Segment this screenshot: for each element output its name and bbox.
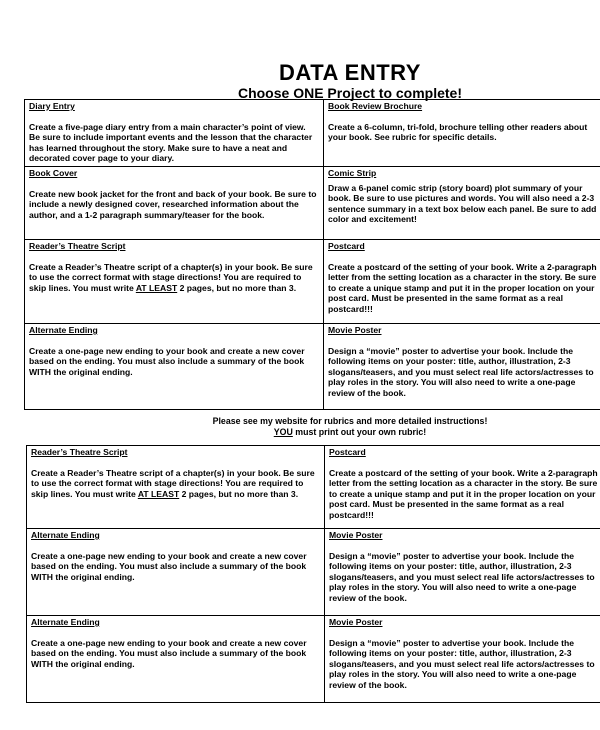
project-description: Design a “movie” poster to advertise your book. Include the following items on your poster: title, author, illustration, 2-3 slogans/teasers, and you must select real life actors/actresses to play roles in the story. You will also need to write a one-page review of the book. xyxy=(328,345,594,398)
project-title: Alternate Ending xyxy=(29,324,98,335)
project-title: Alternate Ending xyxy=(31,617,100,627)
table-row xyxy=(27,446,600,529)
project-description: Create a Reader’s Theatre script of a chapter(s) in your book. Be sure to use the correct format with stage directions! You are required to skip lines. You must write AT LEAST 2 pages, but no more than 3. xyxy=(29,261,313,293)
emphasis: YOU xyxy=(273,427,293,437)
project-title: Movie Poster xyxy=(328,324,382,335)
project-cell-book-review-brochure xyxy=(324,100,600,167)
project-cell-postcard xyxy=(325,446,600,529)
project-cell-movie-poster xyxy=(324,323,600,409)
project-title: Movie Poster xyxy=(329,617,383,627)
project-title: Reader’s Theatre Script xyxy=(31,447,128,457)
project-title: Alternate Ending xyxy=(31,530,100,540)
page-subtitle: Choose ONE Project to complete! xyxy=(237,85,463,101)
project-title: Reader’s Theatre Script xyxy=(29,240,126,251)
table-row xyxy=(25,166,600,239)
project-title: Comic Strip xyxy=(328,167,377,178)
project-description: Design a “movie” poster to advertise your book. Include the following items on your poster: title, author, illustration, 2-3 slogans/teasers, and you must select real life actors/actresses to play roles in the story. You will also need to write a one-page review of the book. xyxy=(329,550,595,603)
project-cell-movie-poster xyxy=(325,616,600,703)
project-cell-readers-theatre xyxy=(27,446,325,529)
emphasis: AT LEAST xyxy=(137,488,180,499)
project-title: Movie Poster xyxy=(329,530,383,540)
projects-table-top xyxy=(24,99,600,410)
project-cell-alternate-ending xyxy=(25,323,324,409)
project-description: Create a five-page diary entry from a main character’s point of view. Be sure to include important events and the lesson that the character has learned throughout the story. Make sure to have a neat and decorated cover page to your diary. xyxy=(29,121,313,164)
rubric-note: YOU must print out your own rubric! xyxy=(273,427,427,437)
project-description: Create a postcard of the setting of your book. Write a 2-paragraph letter from the setting location as a character in the story. Be sure to create a unique stamp and put it in the proper location on your post card. Must be presented in the same format as a real postcard!!! xyxy=(329,467,598,520)
project-description: Create a 6-column, tri-fold, brochure telling other readers about your book. See rubric for specific details. xyxy=(328,121,588,143)
project-title: Postcard xyxy=(329,447,366,457)
project-cell-postcard xyxy=(324,239,600,323)
emphasis: AT LEAST xyxy=(135,282,178,293)
project-description: Create a one-page new ending to your book and create a new cover based on the ending. You must also include a summary of the book WITH the original ending. xyxy=(31,550,307,582)
project-description: Create a one-page new ending to your book and create a new cover based on the ending. You must also include a summary of the book WITH the original ending. xyxy=(31,637,307,669)
project-description: Draw a 6-panel comic strip (story board) plot summary of your book. Be sure to use pictures and words. You will also need a 2-3 sentence summary in a text box below each panel. Be sure to add color and excitement! xyxy=(328,182,597,225)
project-cell-comic-strip xyxy=(324,166,600,239)
project-title: Postcard xyxy=(328,240,365,251)
project-title: Book Review Brochure xyxy=(328,101,423,111)
project-title: Book Cover xyxy=(29,167,78,178)
project-cell-movie-poster xyxy=(325,529,600,616)
project-cell-readers-theatre xyxy=(25,239,324,323)
table-row xyxy=(25,323,600,409)
project-cell-alternate-ending xyxy=(27,616,325,703)
project-description: Create new book jacket for the front and back of your book. Be sure to include a newly designed cover, researched information about the author, and a 1-2 paragraph summary/teaser for the book. xyxy=(29,188,317,220)
project-cell-book-cover xyxy=(25,166,324,239)
table-row xyxy=(27,529,600,616)
page-title: DATA ENTRY xyxy=(279,60,421,85)
project-cell-alternate-ending xyxy=(27,529,325,616)
table-row xyxy=(25,239,600,323)
project-title: Diary Entry xyxy=(29,101,75,111)
project-description: Create a one-page new ending to your book and create a new cover based on the ending. You must also include a summary of the book WITH the original ending. xyxy=(29,345,305,377)
website-note: Please see my website for rubrics and more detailed instructions! xyxy=(212,416,488,426)
table-row xyxy=(25,100,600,167)
project-description: Design a “movie” poster to advertise your book. Include the following items on your poster: title, author, illustration, 2-3 slogans/teasers, and you must select real life actors/actresses to play roles in the story. You will also need to write a one-page review of the book. xyxy=(329,637,595,690)
project-cell-diary-entry xyxy=(25,100,324,167)
project-description: Create a Reader’s Theatre script of a chapter(s) in your book. Be sure to use the correct format with stage directions! You are required to skip lines. You must write AT LEAST 2 pages, but no more than 3. xyxy=(31,467,315,499)
table-row xyxy=(27,616,600,703)
projects-table-bottom xyxy=(26,445,600,703)
project-description: Create a postcard of the setting of your book. Write a 2-paragraph letter from the setting location as a character in the story. Be sure to create a unique stamp and put it in the proper location on your post card. Must be presented in the same format as a real postcard!!! xyxy=(328,261,597,314)
